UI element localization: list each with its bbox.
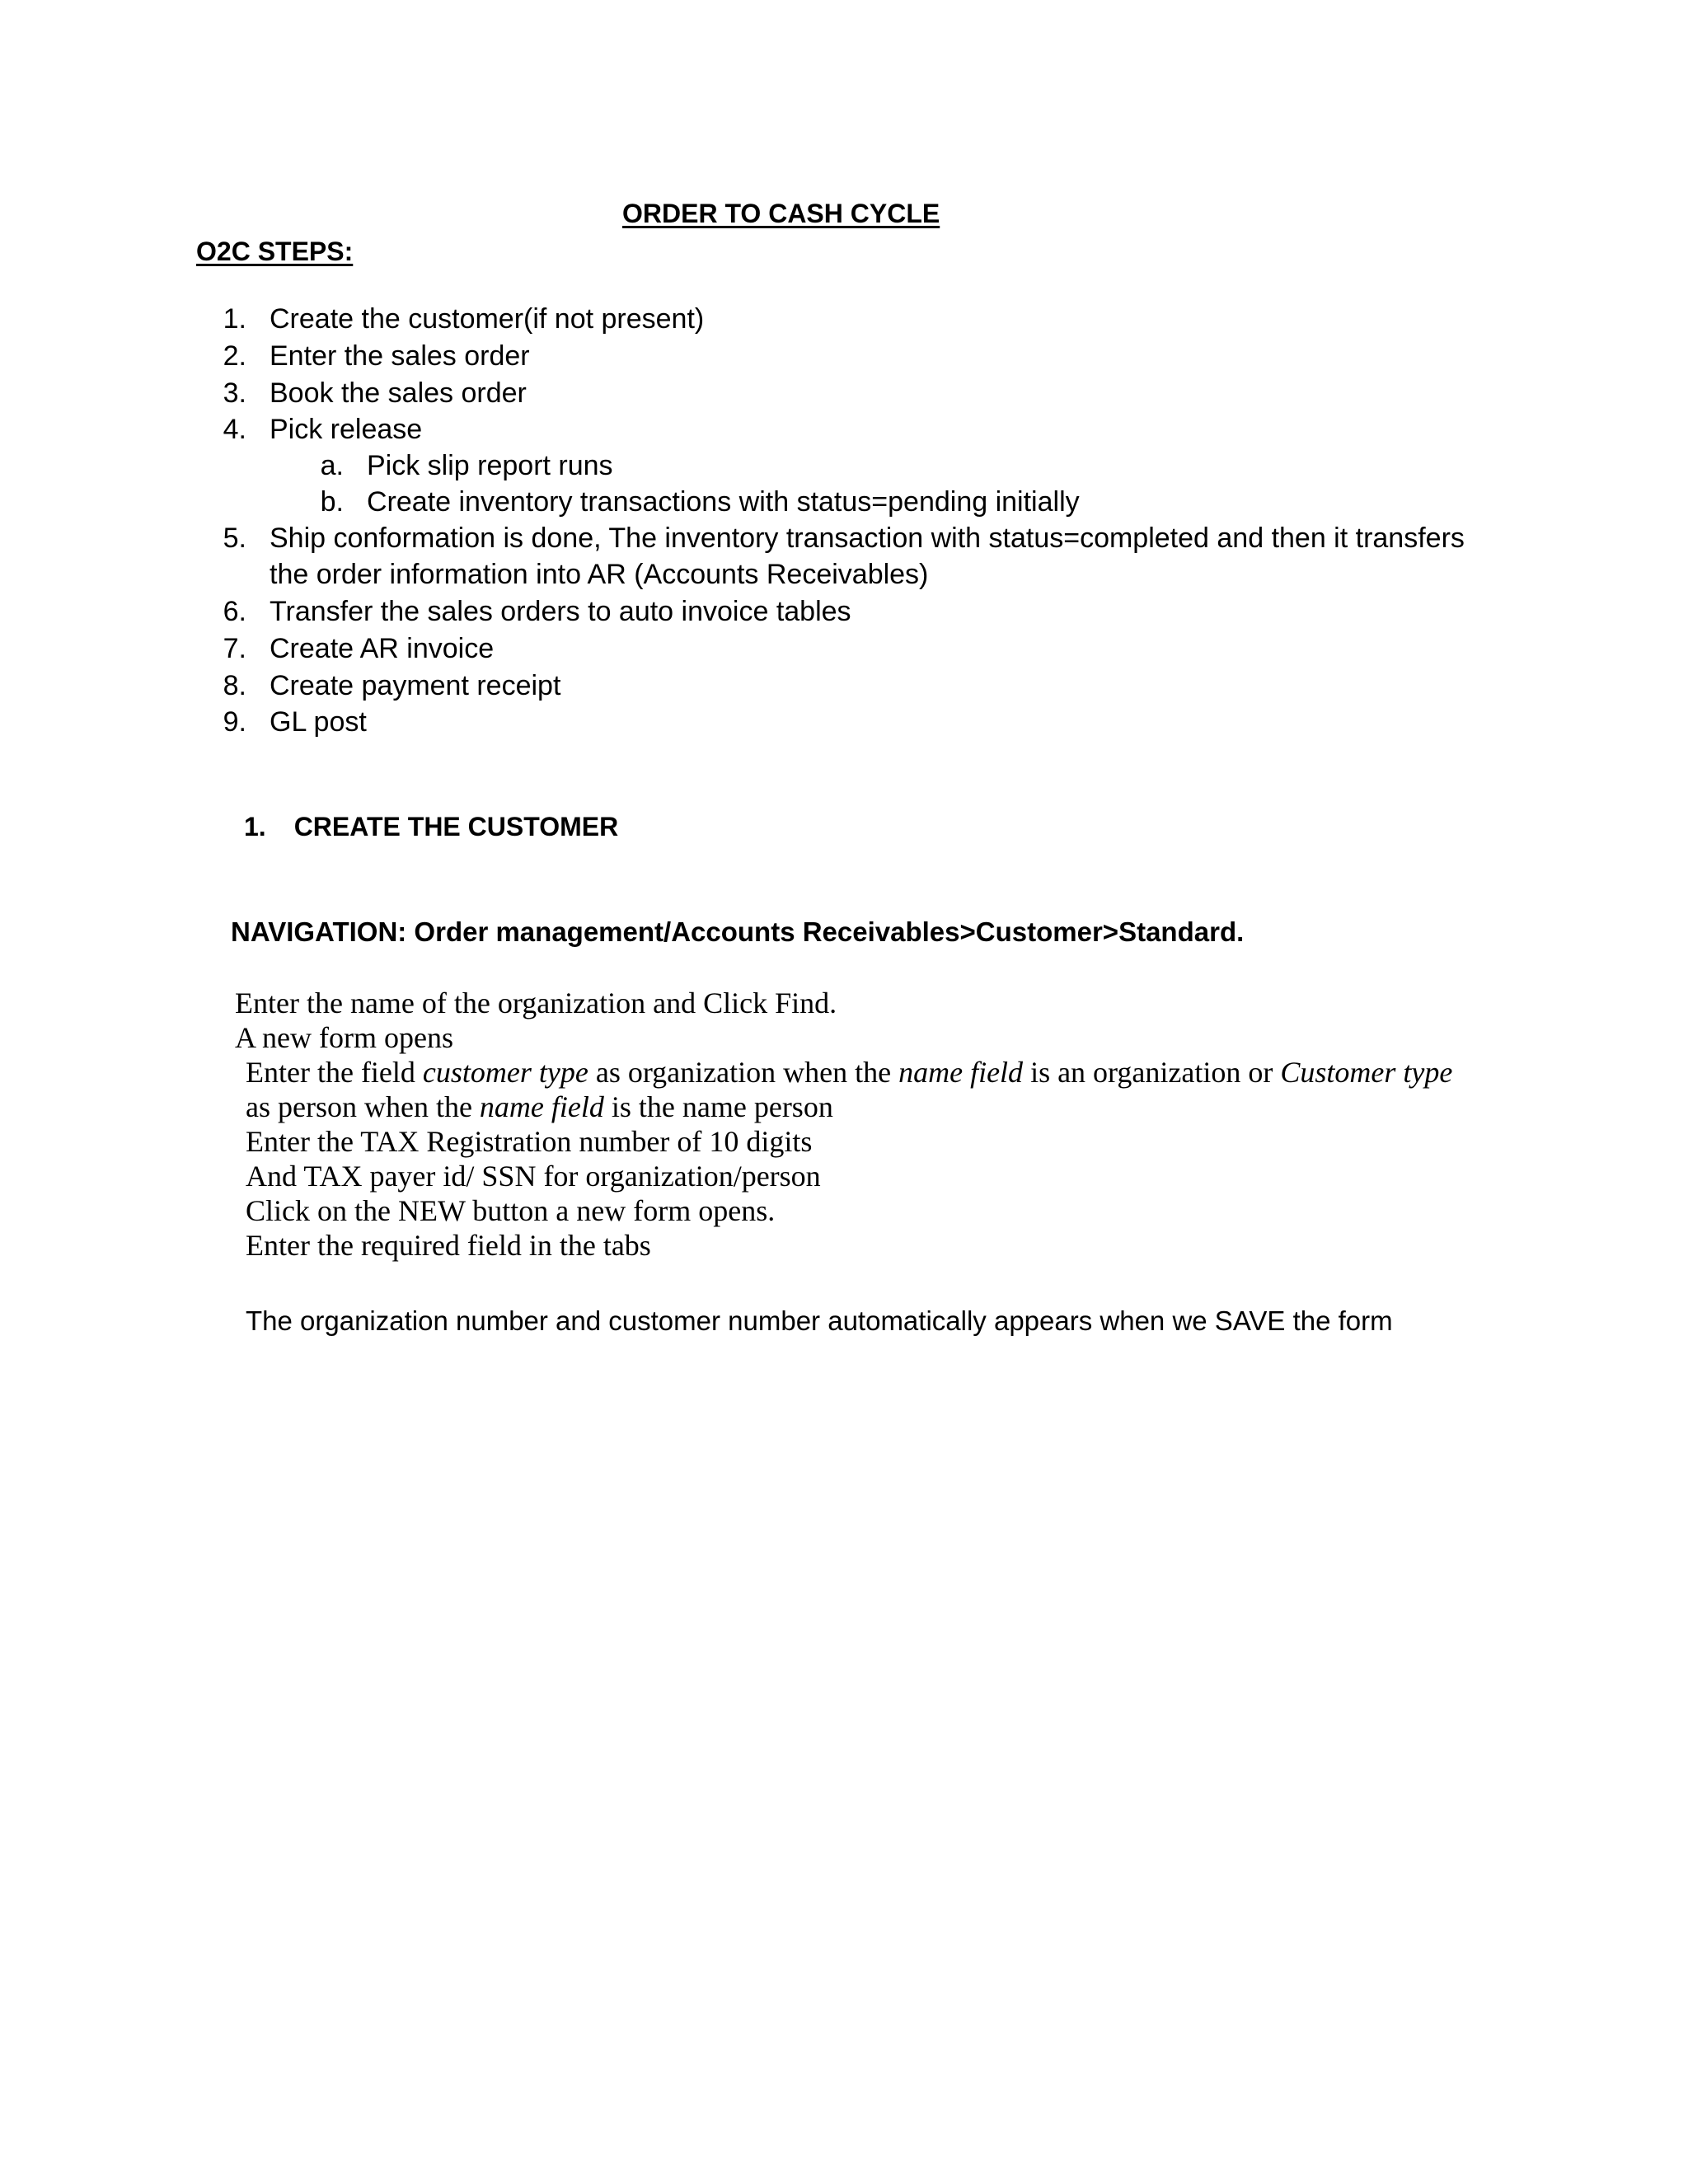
step-number: 6.	[223, 596, 246, 627]
list-item	[223, 523, 1465, 555]
instruction-text: Enter the field	[246, 1056, 423, 1089]
list-item	[223, 670, 561, 702]
instruction-line: Enter the required field in the tabs	[246, 1229, 651, 1262]
section-number: 1.	[244, 812, 266, 841]
step-text: Enter the sales order	[270, 340, 530, 372]
step-number: 4.	[223, 414, 246, 445]
section-heading	[244, 812, 618, 842]
instruction-italic: name field	[479, 1090, 604, 1123]
step-text-continuation: the order information into AR (Accounts Receivables)	[270, 559, 929, 590]
step-text: Create the customer(if not present)	[270, 303, 705, 335]
section-title: CREATE THE CUSTOMER	[293, 812, 619, 841]
list-item	[223, 596, 851, 628]
substep-letter: a.	[320, 450, 344, 481]
list-item	[223, 414, 423, 446]
instruction-line: Enter the TAX Registration number of 10 digits	[246, 1125, 813, 1158]
step-number: 5.	[223, 523, 246, 554]
step-text: GL post	[270, 706, 367, 738]
step-number: 7.	[223, 633, 246, 664]
document-title: ORDER TO CASH CYCLE	[622, 199, 940, 228]
list-item	[223, 706, 367, 738]
instruction-text: as person when the	[246, 1090, 480, 1123]
instruction-text: is an organization or	[1023, 1056, 1281, 1089]
step-number: 2.	[223, 340, 246, 372]
save-note: The organization number and customer number automatically appears when we SAVE the form	[246, 1305, 1393, 1336]
navigation-path: NAVIGATION: Order management/Accounts Receivables>Customer>Standard.	[231, 916, 1245, 947]
list-item-continuation	[270, 559, 928, 591]
instruction-line: Enter the name of the organization and Click Find.	[235, 987, 837, 1019]
list-item	[223, 633, 495, 665]
step-text: Ship conformation is done, The inventory transaction with status=completed and then it transfers	[270, 523, 1465, 554]
instruction-line: Click on the NEW button a new form opens.	[246, 1194, 776, 1227]
instruction-text: is the name person	[603, 1090, 833, 1123]
substep-text: Pick slip report runs	[367, 450, 613, 481]
steps-subtitle: O2C STEPS:	[196, 237, 354, 266]
instruction-italic: name field	[898, 1056, 1024, 1089]
instruction-line: And TAX payer id/ SSN for organization/person	[246, 1160, 821, 1193]
substep-text: Create inventory transactions with status=pending initially	[367, 486, 1080, 518]
instruction-line: A new form opens	[235, 1021, 453, 1054]
step-text: Transfer the sales orders to auto invoice tables	[270, 596, 851, 627]
instruction-line	[246, 1055, 1452, 1090]
step-number: 1.	[223, 303, 246, 335]
instruction-line	[246, 1090, 833, 1124]
instruction-text: as organization when the	[588, 1056, 899, 1089]
step-text: Pick release	[270, 414, 423, 445]
step-number: 9.	[223, 706, 246, 738]
sub-list-item	[320, 450, 613, 482]
substep-letter: b.	[320, 486, 344, 518]
step-text: Book the sales order	[270, 377, 527, 409]
instruction-italic: Customer type	[1280, 1056, 1453, 1089]
list-item	[223, 340, 530, 373]
instruction-italic: customer type	[422, 1056, 588, 1089]
step-text: Create AR invoice	[270, 633, 495, 664]
step-text: Create payment receipt	[270, 670, 561, 701]
step-number: 3.	[223, 377, 246, 409]
list-item	[223, 303, 705, 335]
sub-list-item	[320, 486, 1080, 518]
list-item	[223, 377, 527, 410]
step-number: 8.	[223, 670, 246, 701]
